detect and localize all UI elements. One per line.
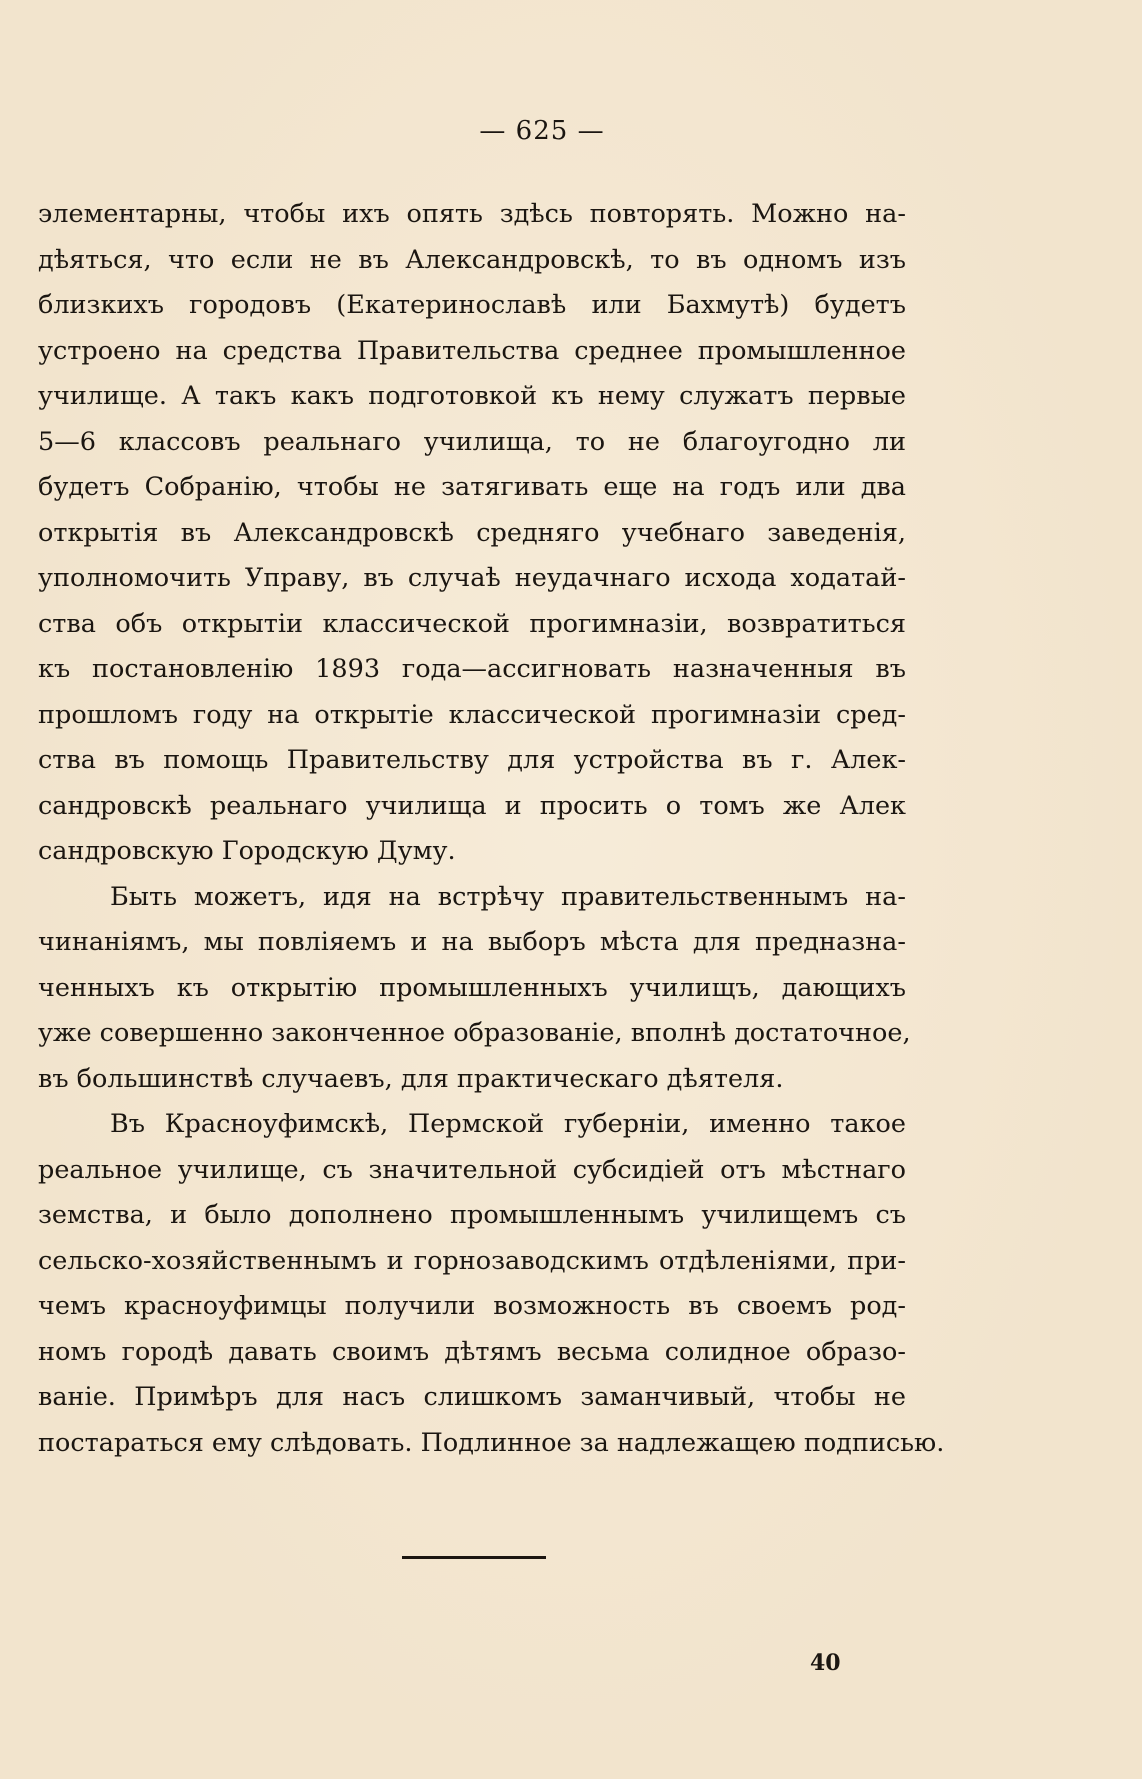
text-line: близкихъ городовъ (Екатеринославѣ или Бахмутѣ) будетъ — [38, 290, 906, 320]
text-line: постараться ему слѣдовать. Подлинное за надлежащею подписью. — [38, 1427, 945, 1458]
text-line: будетъ Собранію, чтобы не затягивать еще на годъ или два — [38, 472, 906, 502]
text-line: земства, и было дополнено промышленнымъ училищемъ съ — [38, 1200, 906, 1230]
signature-mark: 40 — [810, 1650, 841, 1676]
text-line: ченныхъ къ открытію промышленныхъ училищъ, дающихъ — [38, 972, 906, 1003]
text-line: сандровскѣ реальнаго училища и просить о томъ же Алек — [38, 790, 906, 821]
text-line: въ большинствѣ случаевъ, для практическаго дѣятеля. — [38, 1063, 784, 1094]
text-line: открытія въ Александровскѣ средняго учебнаго заведенія, — [38, 517, 906, 548]
text-line: чинаніямъ, мы повліяемъ и на выборъ мѣста для предназна- — [38, 927, 906, 957]
text-line: уже совершенно законченное образованіе, вполнѣ достаточное, — [38, 1018, 911, 1048]
text-line: ства объ открытіи классической прогимназіи, возвратиться — [38, 608, 906, 639]
text-line: устроено на средства Правительства среднее промышленное — [38, 335, 906, 366]
text-line: дѣяться, что если не въ Александровскѣ, то въ одномъ изъ — [38, 244, 906, 275]
text-line: чемъ красноуфимцы получили возможность въ своемъ род- — [38, 1291, 906, 1321]
paragraph-3 — [38, 1102, 945, 1466]
text-line: 5—6 классовъ реальнаго училища, то не благоугодно ли — [38, 426, 906, 457]
text-line: Быть можетъ, идя на встрѣчу правительственнымъ на- — [110, 881, 906, 912]
text-line: Въ Красноуфимскѣ, Пермской губерніи, именно такое — [110, 1109, 906, 1139]
text-line: сандровскую Городскую Думу. — [38, 836, 456, 866]
paragraph-1 — [38, 192, 906, 875]
text-line: училище. А такъ какъ подготовкой къ нему служатъ первые — [38, 381, 906, 411]
text-line: сельско-хозяйственнымъ и горнозаводскимъ отдѣленіями, при- — [38, 1245, 906, 1276]
page-number: — 625 — — [479, 116, 605, 146]
text-line: элементарны, чтобы ихъ опять здѣсь повторять. Можно на- — [38, 199, 906, 229]
text-line: уполномочить Управу, въ случаѣ неудачнаго исхода ходатай- — [38, 563, 906, 593]
text-line: номъ городѣ давать своимъ дѣтямъ весьма солидное образо- — [38, 1336, 906, 1367]
text-line: ваніе. Примѣръ для насъ слишкомъ заманчивый, чтобы не — [38, 1382, 906, 1412]
section-divider — [402, 1556, 546, 1559]
paragraph-2 — [38, 875, 911, 1103]
body-text — [38, 192, 945, 1466]
text-line: реальное училище, съ значительной субсидіей отъ мѣстнаго — [38, 1154, 906, 1185]
text-line: прошломъ году на открытіе классической прогимназіи сред- — [38, 699, 906, 730]
text-line: къ постановленію 1893 года—ассигновать назначенныя въ — [38, 654, 906, 684]
text-line: ства въ помощь Правительству для устройства въ г. Алек- — [38, 745, 906, 775]
